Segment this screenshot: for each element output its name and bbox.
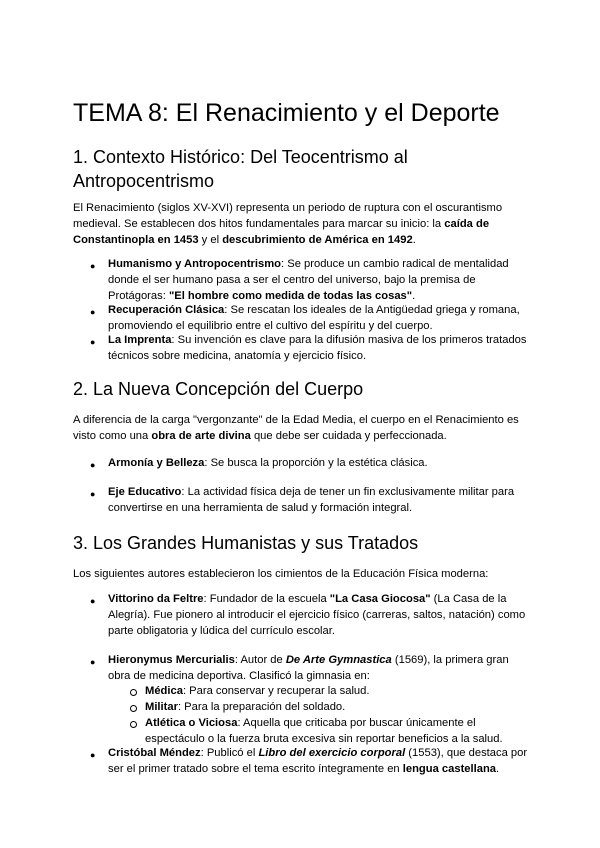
section-1-heading-line-2: Antropocentrismo — [73, 171, 215, 191]
sub-bullet-icon — [130, 721, 137, 728]
bullet-icon: ● — [90, 337, 96, 347]
bullet-eje-line-1: Eje Educativo: La actividad física deja de tener un fin exclusivamente militar para — [108, 486, 515, 498]
section-3-heading: 3. Los Grandes Humanistas y sus Tratados — [73, 533, 419, 553]
sub-bullet-icon — [130, 705, 137, 712]
bullet-humanismo-line-1: Humanismo y Antropocentrismo: Se produce un cambio radical de mentalidad — [108, 258, 509, 270]
bullet-mercurialis-line-1: Hieronymus Mercurialis: Autor de De Arte Gymnastica (1569), la primera gran — [108, 654, 509, 666]
section-1-intro-line-1: El Renacimiento (siglos XV-XVI) representa un periodo de ruptura con el oscurantismo — [73, 202, 503, 214]
sub-bullet-atletica-line-1: Atlética o Viciosa: Aquella que criticaba por buscar únicamente el — [145, 717, 476, 729]
bullet-icon: ● — [90, 657, 96, 667]
bullet-icon: ● — [90, 750, 96, 760]
bullet-mercurialis-line-2: obra de medicina deportiva. Clasificó la gimnasia en: — [108, 670, 370, 682]
bullet-icon: ● — [90, 460, 96, 470]
bullet-vittorino-line-2: Alegría). Fue pionero al introducir el ejercicio físico (carreras, saltos, natación) como — [108, 609, 526, 621]
bullet-armonia: Armonía y Belleza: Se busca la proporción y la estética clásica. — [108, 457, 428, 469]
section-2-intro-line-2: visto como una obra de arte divina que debe ser cuidada y perfeccionada. — [73, 430, 447, 442]
section-3-intro: Los siguientes autores establecieron los cimientos de la Educación Física moderna: — [73, 568, 489, 580]
bullet-recuperacion-line-2: promoviendo el equilibrio entre el cultivo del espíritu y del cuerpo. — [108, 320, 433, 332]
section-1-heading-line-1: 1. Contexto Histórico: Del Teocentrismo al — [73, 147, 408, 167]
bullet-vittorino-line-1: Vittorino da Feltre: Fundador de la escuela "La Casa Giocosa" (La Casa de la — [108, 593, 507, 605]
bullet-mendez-line-2: ser el primer tratado sobre el tema escrito íntegramente en lengua castellana. — [108, 763, 500, 775]
bullet-imprenta-line-1: La Imprenta: Su invención es clave para la difusión masiva de los primeros tratados — [108, 334, 527, 346]
section-2-intro-line-1: A diferencia de la carga "vergonzante" de la Edad Media, el cuerpo en el Renacimiento es — [73, 414, 519, 426]
bullet-humanismo-line-3: Protágoras: "El hombre como medida de todas las cosas". — [108, 290, 416, 302]
sub-bullet-icon — [130, 689, 137, 696]
document-title: TEMA 8: El Renacimiento y el Deporte — [73, 99, 500, 127]
bullet-eje-line-2: convertirse en una herramienta de salud y formación integral. — [108, 502, 413, 514]
sub-bullet-militar: Militar: Para la preparación del soldado. — [145, 701, 346, 713]
sub-bullet-medica: Médica: Para conservar y recuperar la salud. — [145, 685, 370, 697]
section-1-intro-line-3: Constantinopla en 1453 y el descubrimiento de América en 1492. — [73, 234, 416, 246]
bullet-recuperacion-line-1: Recuperación Clásica: Se rescatan los ideales de la Antigüedad griega y romana, — [108, 304, 520, 316]
bullet-humanismo-line-2: donde el ser humano pasa a ser el centro del universo, bajo la premisa de — [108, 274, 476, 286]
bullet-vittorino-line-3: parte obligatoria y lúdica del currículo escolar. — [108, 625, 335, 637]
bullet-icon: ● — [90, 261, 96, 271]
bullet-mendez-line-1: Cristóbal Méndez: Publicó el Libro del exercicio corporal (1553), que destaca por — [108, 747, 528, 759]
bullet-icon: ● — [90, 489, 96, 499]
bullet-icon: ● — [90, 596, 96, 606]
bullet-imprenta-line-2: técnicos sobre medicina, anatomía y ejercicio físico. — [108, 350, 367, 362]
section-1-intro-line-2: medieval. Se establecen dos hitos fundamentales para marcar su inicio: la caída de — [73, 218, 490, 230]
sub-bullet-atletica-line-2: espectáculo o la fuerza bruta excesiva sin reportar beneficios a la salud. — [145, 733, 503, 745]
bullet-icon: ● — [90, 307, 96, 317]
section-2-heading: 2. La Nueva Concepción del Cuerpo — [73, 379, 364, 399]
